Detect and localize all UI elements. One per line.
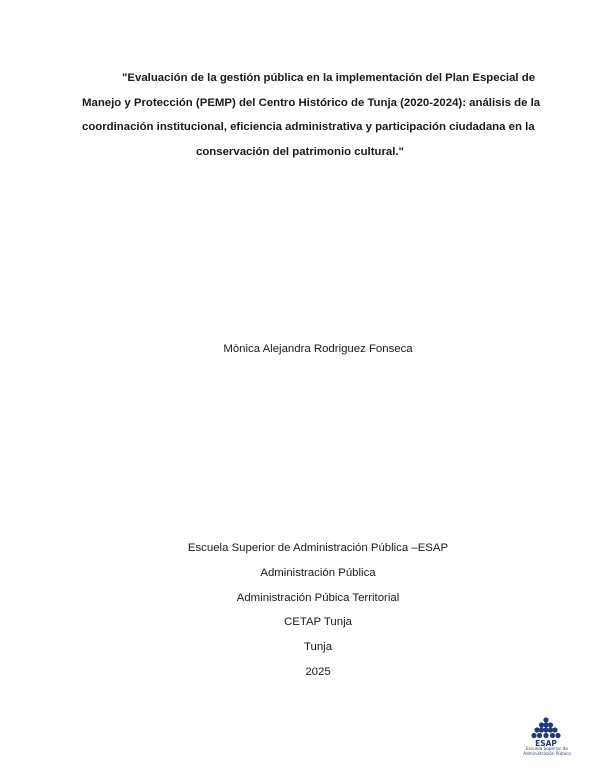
logo-acronym: ESAP xyxy=(535,739,557,748)
logo-caption-line-2: Administración Pública xyxy=(523,751,571,756)
logo-caption xyxy=(518,746,576,756)
logo-caption-line-1: Escuela Superior de xyxy=(526,746,568,751)
title-line-4: conservación del patrimonio cultural." xyxy=(196,145,404,158)
specialization-name: Administración Púbica Territorial xyxy=(236,591,400,604)
city: Tunja xyxy=(303,641,333,654)
institution-name: Escuela Superior de Administración Pública –ESAP xyxy=(187,542,449,554)
center-name: CETAP Tunja xyxy=(284,616,352,629)
esap-logo-graphic xyxy=(521,716,571,748)
institution-block xyxy=(0,540,600,689)
author-name: Mònica Alejandra Rodriguez Fonseca xyxy=(223,343,413,355)
document-title xyxy=(82,66,541,164)
title-line-1: "Evaluación de la gestión pública en la implementación del Plan Especial de xyxy=(122,72,536,84)
title-line-3: coordinación institucional, eficiencia administrativa y participación ciudadana en la xyxy=(82,121,535,134)
year: 2025 xyxy=(305,665,331,678)
program-name: Administración Pública xyxy=(260,566,376,579)
title-line-2: Manejo y Protección (PEMP) del Centro Histórico de Tunja (2020-2024): análisis de la xyxy=(82,96,541,109)
